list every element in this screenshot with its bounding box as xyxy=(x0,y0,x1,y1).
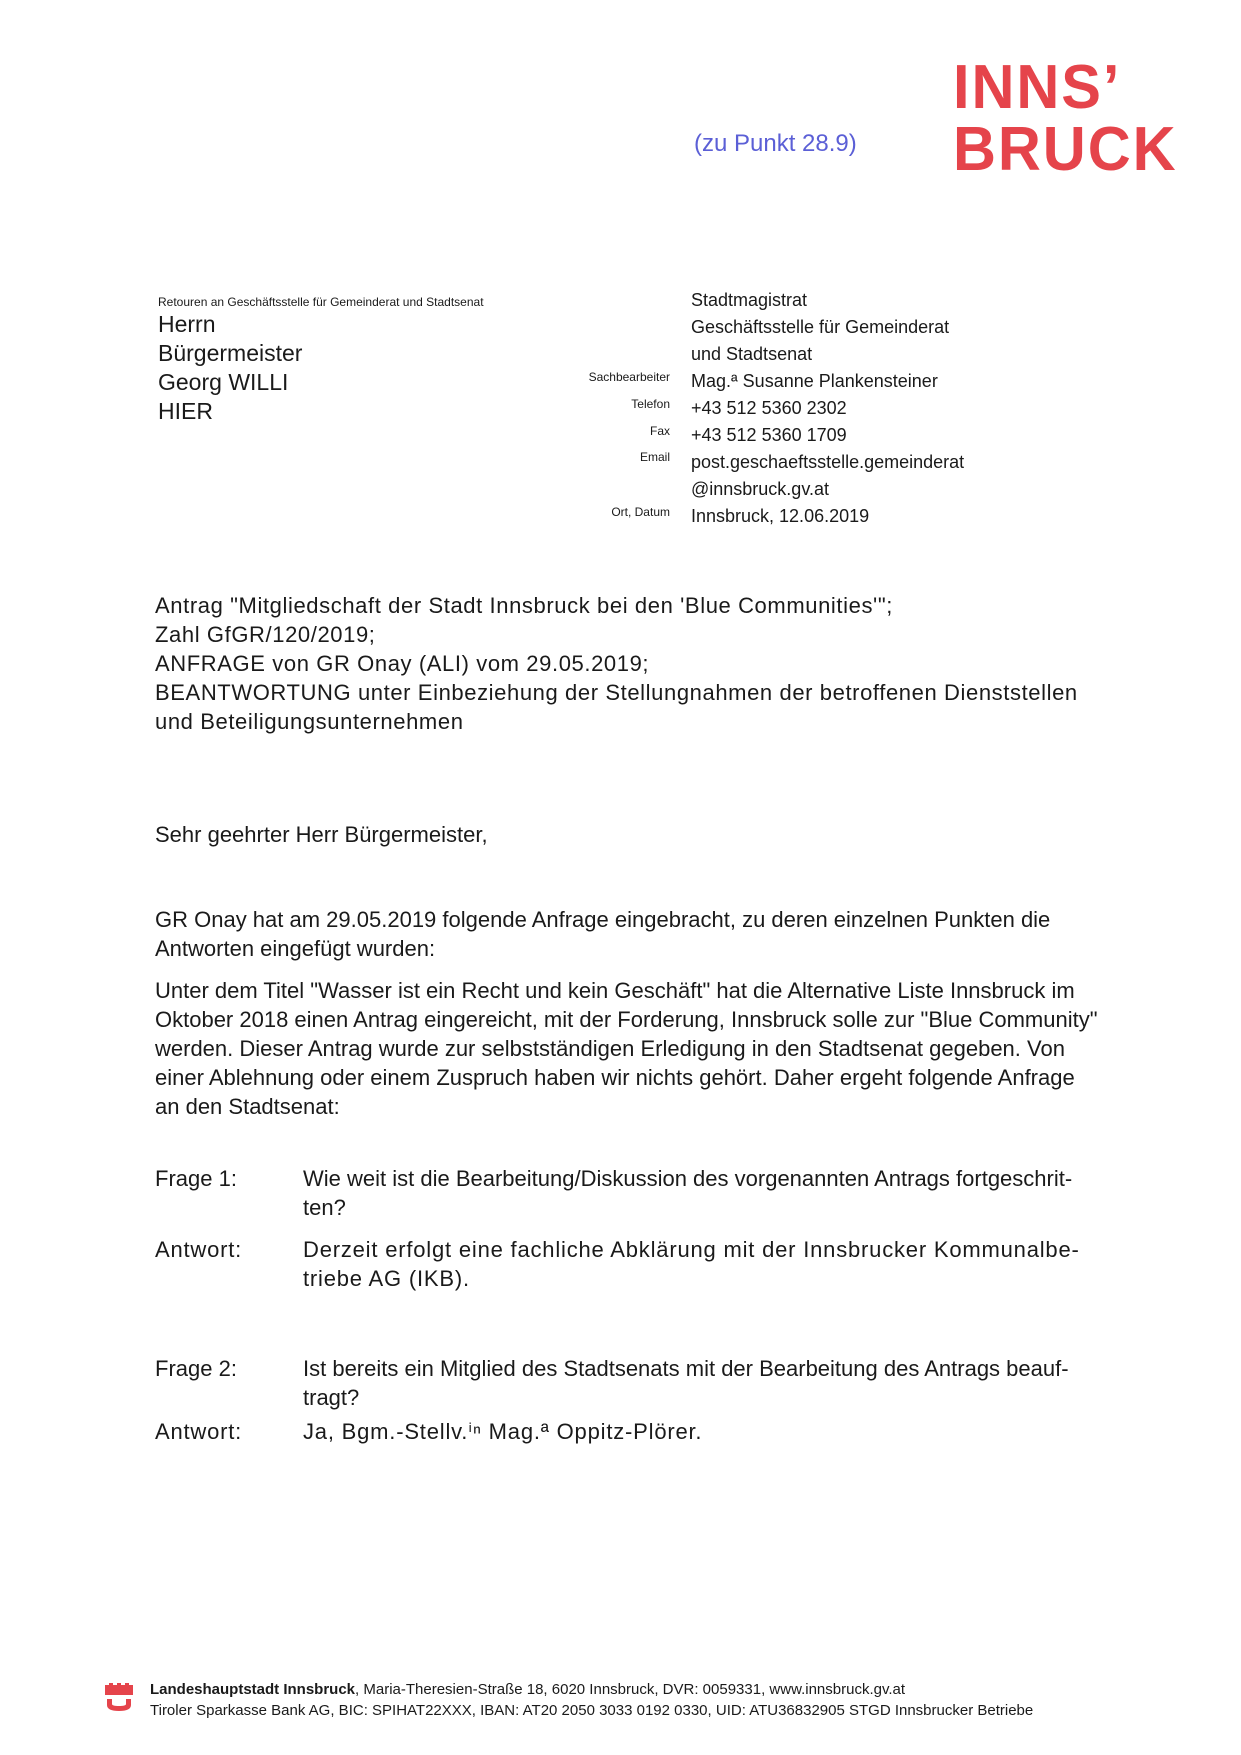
footer-address: , Maria-Theresien-Straße 18, 6020 Innsbruck, DVR: 0059331, www.innsbruck.gv.at xyxy=(355,1681,906,1698)
footer xyxy=(150,1679,1033,1721)
paragraph-line: Oktober 2018 einen Antrag eingereicht, mit der Forderung, Innsbruck solle zur "Blue Community" xyxy=(155,1007,1098,1032)
phone-number: +43 512 5360 2302 xyxy=(691,398,847,418)
footer-org-name: Landeshauptstadt Innsbruck xyxy=(150,1681,356,1698)
office-line: Geschäftsstelle für Gemeinderat xyxy=(691,317,950,337)
recipient-line: Herrn xyxy=(158,311,216,337)
subject-line: Zahl GfGR/120/2019; xyxy=(155,622,376,647)
return-address-note: Retouren an Geschäftsstelle für Gemeinderat und Stadtsenat xyxy=(158,295,484,309)
paragraph-line: Unter dem Titel "Wasser ist ein Recht und kein Geschäft" hat die Alternative Liste Innsbruck im xyxy=(155,978,1075,1003)
office-line: Stadtmagistrat xyxy=(691,290,808,310)
footer-bank-line: Tiroler Sparkasse Bank AG, BIC: SPIHAT22XXX, IBAN: AT20 2050 3033 0192 0330, UID: ATU36832905 STGD Innsbrucker Betriebe xyxy=(150,1702,1034,1719)
answer-line: Derzeit erfolgt eine fachliche Abklärung mit der Innsbrucker Kommunalbe- xyxy=(303,1237,1080,1262)
subject-line: Antrag "Mitgliedschaft der Stadt Innsbruck bei den 'Blue Communities'"; xyxy=(155,593,893,618)
recipient-line: Georg WILLI xyxy=(158,369,289,395)
answer-line: triebe AG (IKB). xyxy=(303,1266,470,1291)
paragraph-line: Antworten eingefügt wurden: xyxy=(155,936,436,961)
question-1-text xyxy=(303,1164,1143,1222)
email-label: Email xyxy=(639,450,670,464)
footer-line-1 xyxy=(150,1679,1033,1700)
logo-line-1: INNS’ xyxy=(953,53,1122,122)
answer-1-text xyxy=(303,1235,1143,1293)
clerk-name: Mag.ª Susanne Plankensteiner xyxy=(691,371,938,391)
paragraph-line: an den Stadtsenat: xyxy=(155,1094,340,1119)
reference-note: (zu Punkt 28.9) xyxy=(694,130,857,157)
answer-2-text xyxy=(303,1417,1143,1446)
question-1-label: Frage 1: xyxy=(155,1166,237,1191)
paragraph-line: einer Ablehnung oder einem Zuspruch haben wir nichts gehört. Daher ergeht folgende Anfrage xyxy=(155,1065,1075,1090)
recipient-line: Bürgermeister xyxy=(158,340,303,366)
place-date: Innsbruck, 12.06.2019 xyxy=(691,506,870,526)
email-address-line-1[interactable]: post.geschaeftsstelle.gemeinderat xyxy=(691,452,965,472)
fax-number: +43 512 5360 1709 xyxy=(691,425,847,445)
email-address-line-2[interactable]: @innsbruck.gv.at xyxy=(691,479,829,499)
paragraph-line: GR Onay hat am 29.05.2019 folgende Anfrage eingebracht, zu deren einzelnen Punkten die xyxy=(155,907,1051,932)
body-paragraph xyxy=(155,976,1145,1121)
recipient-address xyxy=(158,310,302,426)
question-line: ten? xyxy=(303,1195,346,1220)
answer-2-label: Antwort: xyxy=(155,1419,243,1444)
sender-info xyxy=(691,287,964,530)
clerk-label: Sachbearbeiter xyxy=(588,370,670,384)
intro-paragraph xyxy=(155,905,1145,963)
question-2-label: Frage 2: xyxy=(155,1356,237,1381)
salutation: Sehr geehrter Herr Bürgermeister, xyxy=(155,822,488,847)
recipient-line: HIER xyxy=(158,398,213,424)
city-crest-icon xyxy=(104,1683,134,1713)
innsbruck-logo xyxy=(953,53,1198,184)
office-line: und Stadtsenat xyxy=(691,344,813,364)
subject-line: und Beteiligungsunternehmen xyxy=(155,709,464,734)
logo-line-2: BRUCK xyxy=(953,115,1178,184)
answer-line: Ja, Bgm.-Stellv.ⁱⁿ Mag.ª Oppitz-Plörer. xyxy=(303,1419,703,1444)
date-label: Ort, Datum xyxy=(611,505,670,519)
subject-line: ANFRAGE von GR Onay (ALI) vom 29.05.2019; xyxy=(155,651,650,676)
subject-line: BEANTWORTUNG unter Einbeziehung der Stellungnahmen der betroffenen Dienststellen xyxy=(155,680,1078,705)
paragraph-line: werden. Dieser Antrag wurde zur selbstständigen Erledigung in den Stadtsenat gegeben. Von xyxy=(155,1036,1065,1061)
question-2-text xyxy=(303,1354,1143,1412)
question-line: tragt? xyxy=(303,1385,360,1410)
fax-label: Fax xyxy=(649,424,670,438)
subject-block xyxy=(155,591,1145,736)
answer-1-label: Antwort: xyxy=(155,1237,243,1262)
phone-label: Telefon xyxy=(631,397,670,411)
question-line: Wie weit ist die Bearbeitung/Diskussion des vorgenannten Antrags fortgeschrit- xyxy=(303,1166,1073,1191)
question-line: Ist bereits ein Mitglied des Stadtsenats mit der Bearbeitung des Antrags beauf- xyxy=(303,1356,1069,1381)
